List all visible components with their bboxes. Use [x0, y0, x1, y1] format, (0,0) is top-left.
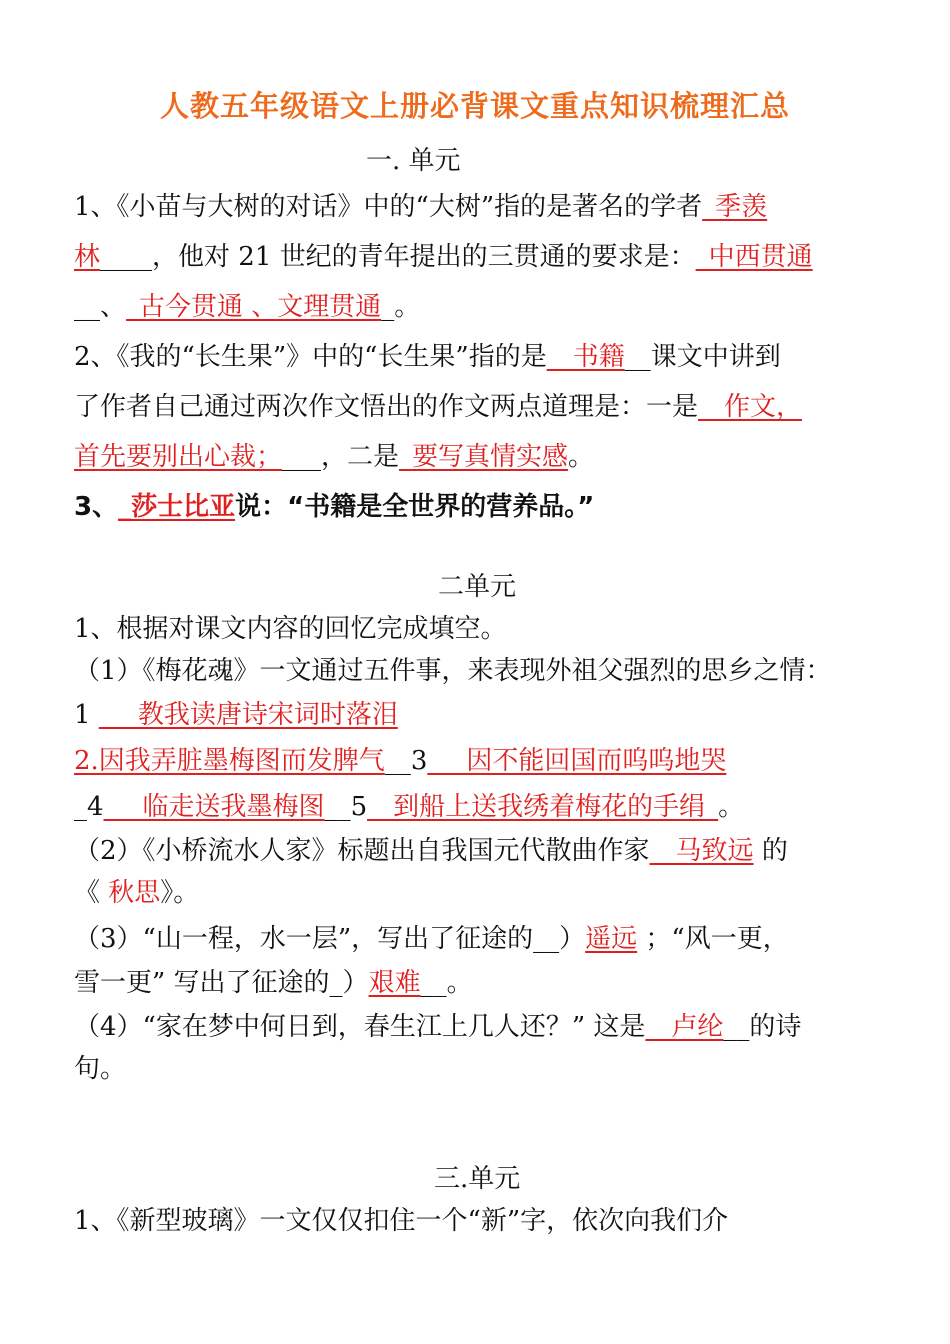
text-line — [74, 876, 889, 910]
text-line — [74, 834, 889, 868]
bold-text: 3、 — [74, 492, 119, 522]
line-text: ；“风一更， — [637, 924, 789, 954]
answer-text: 首先要别出心裁； — [74, 442, 283, 472]
text-line — [74, 1052, 889, 1086]
answer-text: ___教我读唐诗宋词时落泪 — [98, 700, 398, 730]
line-text: 1、《小苗与大树的对话》中的“大树”指的是著名的学者 — [74, 192, 703, 222]
text-line — [74, 744, 889, 778]
line-text: （3）“山一程，水一层”，写出了征途的__） — [74, 924, 586, 954]
line-text: 》。 — [160, 878, 200, 908]
answer-text: __作文， — [698, 392, 803, 422]
line-text: 。 — [718, 792, 745, 822]
page-title: 人教五年级语文上册必背课文重点知识梳理汇总 — [159, 89, 790, 123]
answer-text: ___临走送我墨梅图 — [103, 792, 325, 822]
answer-text: 艰难 — [368, 968, 421, 998]
line-text: __。 — [420, 968, 473, 998]
answer-text: __卢纶 — [645, 1012, 724, 1042]
text-line — [74, 790, 889, 824]
answer-text: ___因不能回国而呜呜地哭 — [427, 746, 727, 776]
text-line — [74, 290, 889, 324]
bold-text: 说：“书籍是全世界的营养品。” — [235, 492, 595, 522]
text-line — [74, 240, 889, 274]
line-text: （4）“家在梦中何日到，春生江上几人还？” 这是 — [74, 1012, 646, 1042]
line-text: 2、《我的“长生果”》中的“长生果”指的是 — [74, 342, 547, 372]
line-text: 的 — [753, 836, 788, 866]
text-line — [74, 966, 889, 1000]
line-text: 雪一更” 写出了征途的_） — [74, 968, 369, 998]
answer-text: 林 — [74, 242, 101, 272]
text-line — [74, 340, 889, 374]
line-text: 1 — [74, 700, 99, 730]
answer-text: _莎士比亚 — [118, 492, 236, 522]
answer-text: __马致远 — [649, 836, 754, 866]
line-text: _。 — [381, 292, 421, 322]
answer-text: __书籍 — [546, 342, 625, 372]
answer-text: _要写真情实感 — [399, 442, 569, 472]
line-text: __、 — [74, 292, 127, 322]
answer-text: _古今贯通 、文理贯通 — [126, 292, 382, 322]
text-line — [74, 612, 889, 646]
text-line — [74, 922, 889, 956]
answer-text: _中西贯通 — [695, 242, 813, 272]
line-text: ___，二是 — [282, 442, 400, 472]
line-text: __的诗 — [723, 1012, 802, 1042]
answer-text: _季羡 — [702, 192, 768, 222]
line-text: （2）《小桥流水人家》标题出自我国元代散曲作家 — [74, 836, 650, 866]
line-text: 句。 — [74, 1054, 127, 1084]
section-heading-1: 一. 单元 — [366, 146, 461, 176]
text-line — [74, 654, 889, 688]
line-text: 。 — [568, 442, 595, 472]
answer-text: 遥远 — [585, 924, 638, 954]
line-text: __课文中讲到 — [624, 342, 781, 372]
line-text: 1、《新型玻璃》一文仅仅扣住一个“新”字，依次向我们介 — [74, 1206, 729, 1236]
answer-text: 秋思 — [108, 878, 161, 908]
text-line — [74, 390, 889, 424]
text-line — [74, 490, 889, 524]
line-text: __3 — [384, 746, 428, 776]
line-text: 1、根据对课文内容的回忆完成填空。 — [74, 614, 507, 644]
line-text: 《 — [74, 878, 109, 908]
text-line — [74, 1010, 889, 1044]
line-text: _4 — [74, 792, 104, 822]
text-line — [74, 440, 889, 474]
section-heading-2: 二单元 — [438, 572, 517, 602]
line-text: 了作者自己通过两次作文悟出的作文两点道理是：一是 — [74, 392, 699, 422]
text-line — [74, 698, 889, 732]
line-text: ____，他对 21 世纪的青年提出的三贯通的要求是： — [100, 242, 696, 272]
line-text: （1）《梅花魂》一文通过五件事，来表现外祖父强烈的思乡之情： — [74, 656, 832, 686]
answer-text: __到船上送我绣着梅花的手绢_ — [367, 792, 719, 822]
text-line — [74, 190, 889, 224]
text-line — [74, 1204, 889, 1238]
answer-text: 2.因我弄脏墨梅图而发脾气 — [74, 746, 385, 776]
line-text: __5 — [324, 792, 368, 822]
section-heading-3: 三.单元 — [434, 1164, 521, 1194]
